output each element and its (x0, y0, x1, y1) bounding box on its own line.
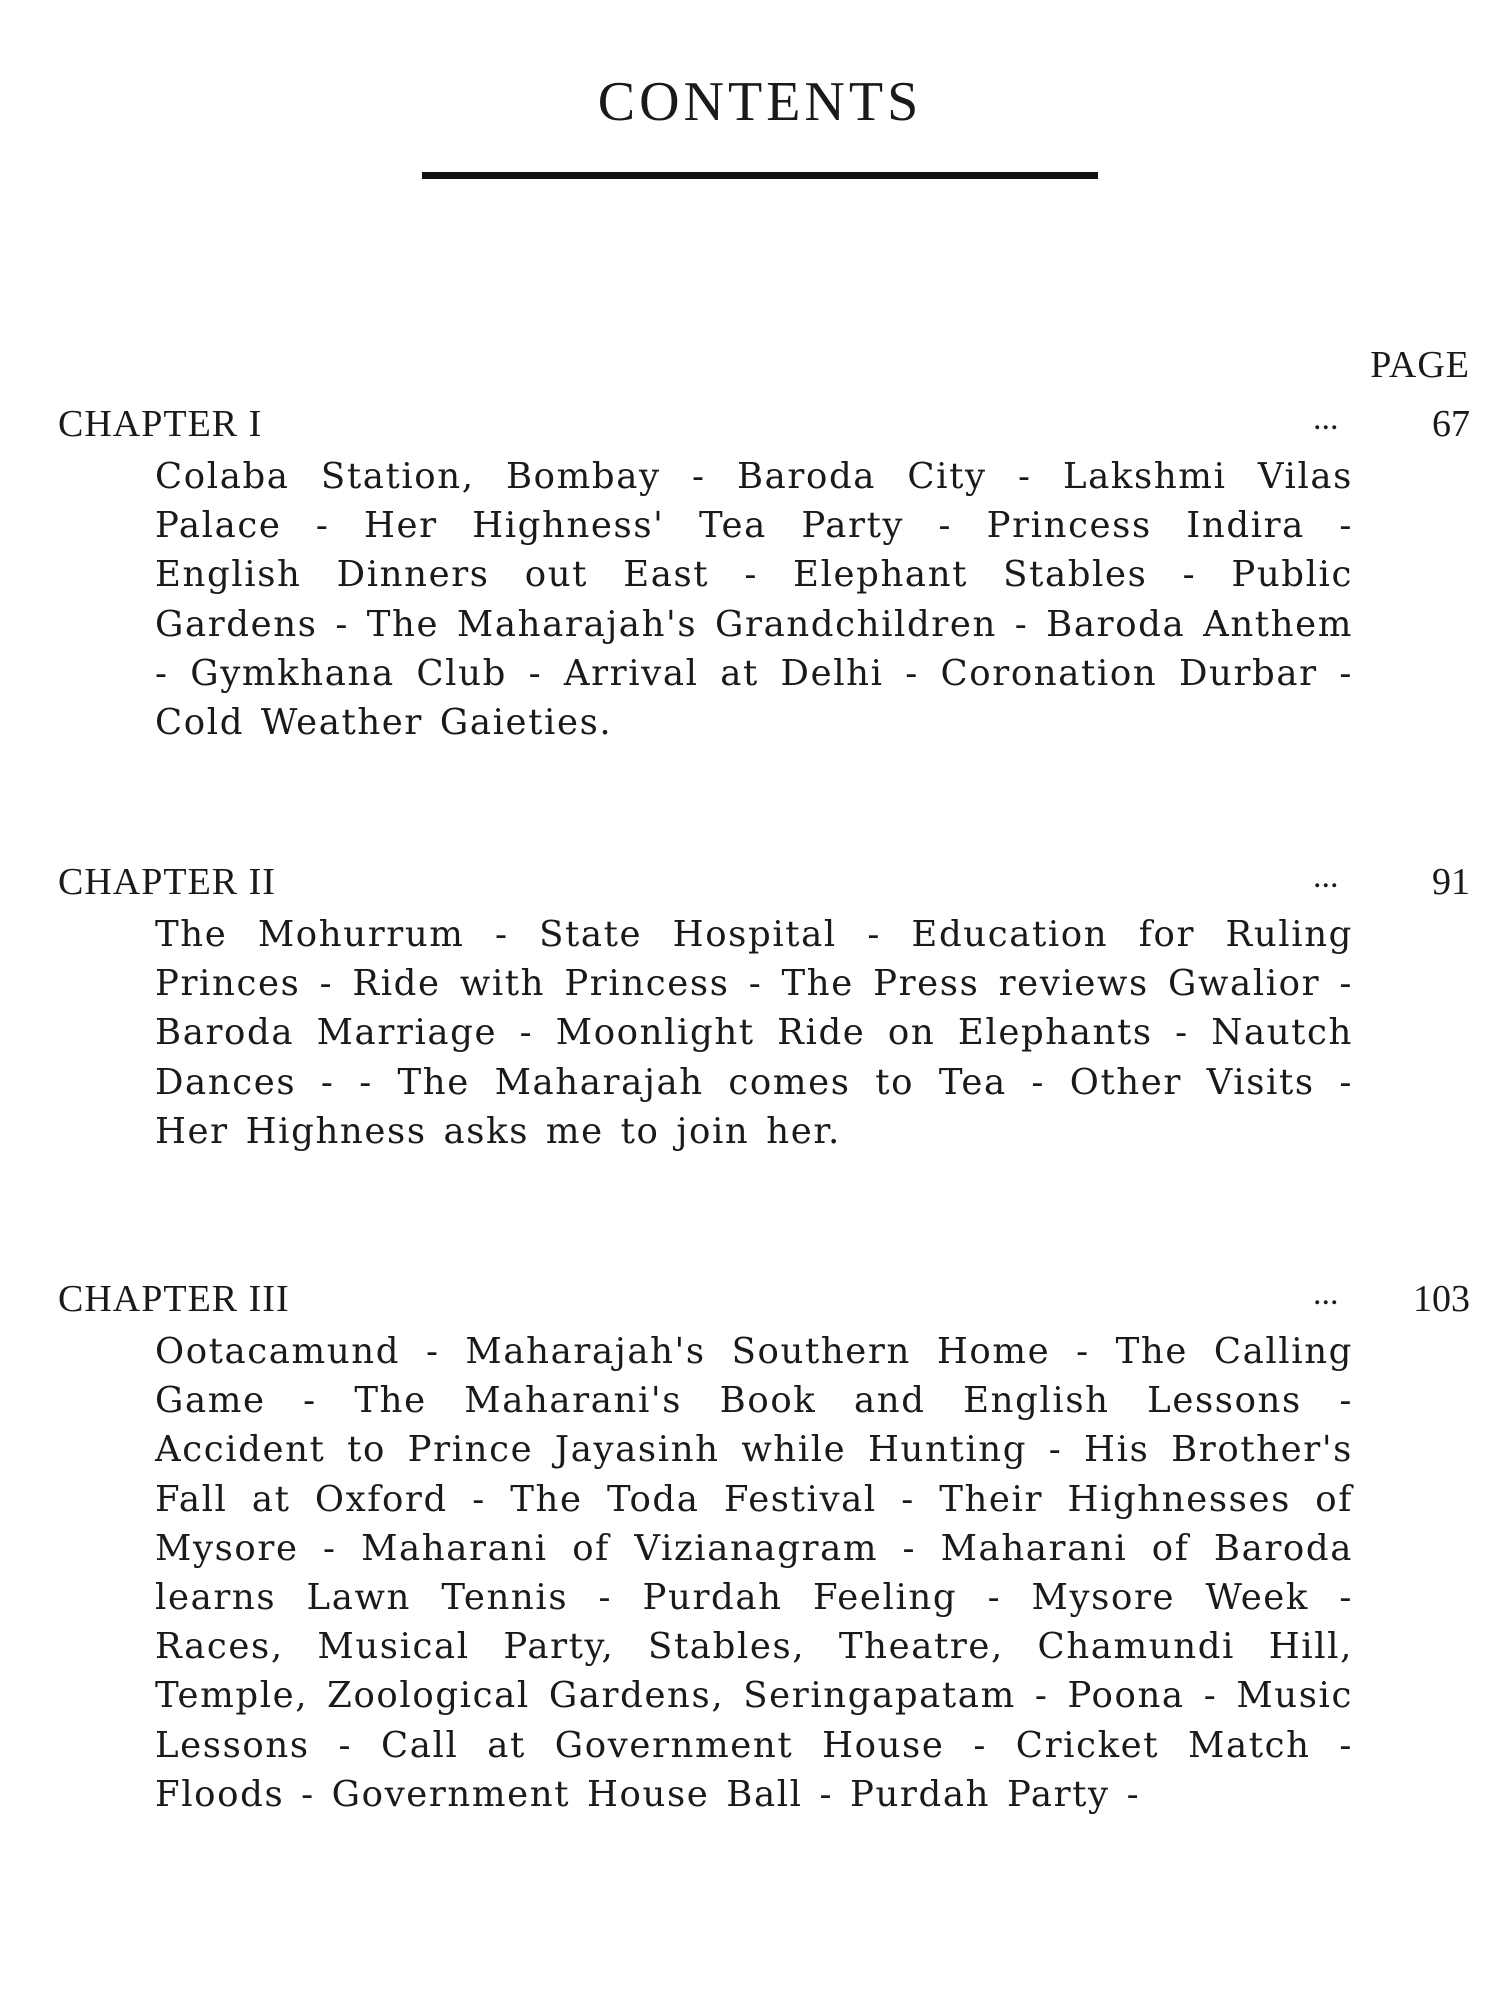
leader-dots: ... (1313, 1275, 1339, 1312)
page-column-label: PAGE (1370, 344, 1470, 386)
leader-dots: ... (1313, 858, 1339, 895)
chapter-heading-row (58, 860, 1470, 910)
chapter-title: CHAPTER II (58, 861, 276, 903)
chapter-page-number: 91 (1432, 861, 1470, 903)
chapter-entry-1 (58, 402, 1470, 747)
chapter-page-number: 67 (1432, 403, 1470, 445)
chapter-heading-row (58, 1277, 1470, 1327)
chapter-entry-3 (58, 1277, 1470, 1819)
chapter-heading-row (58, 402, 1470, 452)
chapter-description: Colaba Station, Bombay - Baroda City - Lakshmi Vilas Palace - Her Highness' Tea Party - Princess Indira - English Dinners out East - Elephant Stables - Public Gardens - The Maharajah's Grandchildren - Baroda Anthem - Gymkhana Club - Arrival at Delhi - Coronation Durbar - Cold Weather Gaieties. (155, 456, 1353, 744)
page-title: CONTENTS (597, 71, 923, 133)
chapter-entry-2 (58, 860, 1470, 1156)
title-underline-rule (422, 172, 1098, 179)
chapter-description: Ootacamund - Maharajah's Southern Home - The Calling Game - The Maharani's Book and English Lessons - Accident to Prince Jayasinh while Hunting - His Brother's Fall at Oxford - The Toda Festival - Their Highnesses of Mysore - Maharani of Vizianagram - Maharani of Baroda learns Lawn Tennis - Purdah Feeling - Mysore Week - Races, Musical Party, Stables, Theatre, Chamundi Hill, Temple, Zoological Gardens, Seringapatam - Poona - Music Lessons - Call at Government House - Cricket Match - Floods - Government House Ball - Purdah Party - (155, 1331, 1353, 1815)
chapter-description: The Mohurrum - State Hospital - Education for Ruling Princes - Ride with Princess - The Press reviews Gwalior - Baroda Marriage - Moonlight Ride on Elephants - Nautch Dances - - The Maharajah comes to Tea - Other Visits - Her Highness asks me to join her. (155, 914, 1353, 1152)
chapter-title: CHAPTER III (58, 1278, 290, 1320)
leader-dots: ... (1313, 400, 1339, 437)
chapter-title: CHAPTER I (58, 403, 263, 445)
chapter-page-number: 103 (1413, 1278, 1470, 1320)
